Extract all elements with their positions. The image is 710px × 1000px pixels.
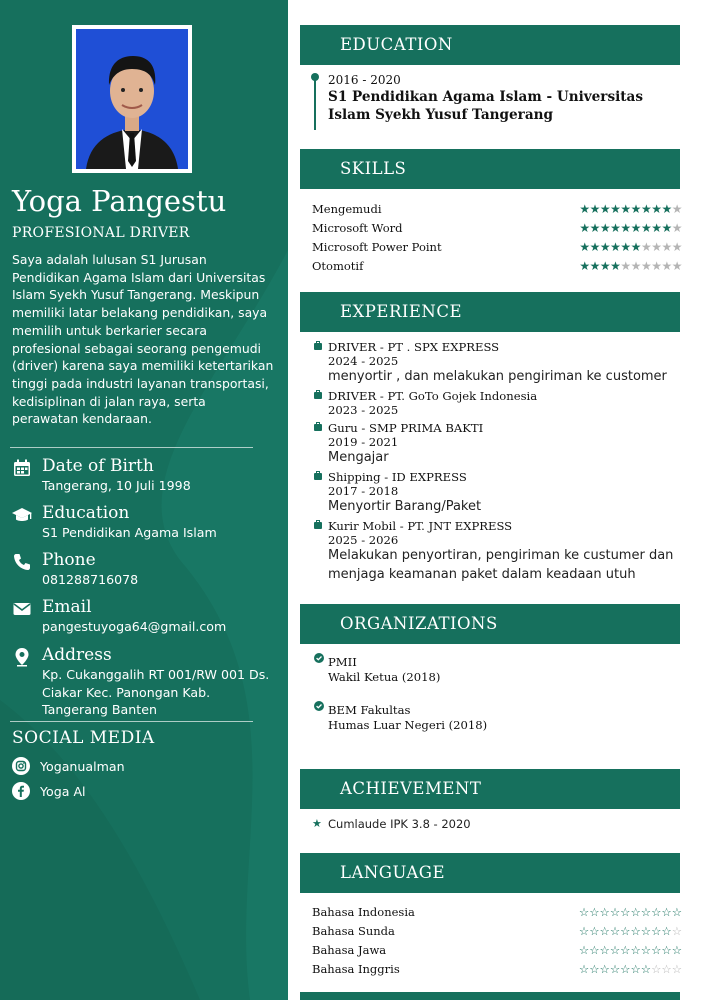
skill-rating-stars (579, 201, 682, 217)
star-empty-icon: ☆ (671, 962, 682, 976)
star-filled-icon: ★ (599, 202, 611, 216)
experience-title: Guru - SMP PRIMA BAKTI (328, 421, 484, 435)
about-text: Saya adalah lulusan S1 Jurusan Pendidikan Agama Islam dari Universitas Islam Syekh Yusuf Tangerang. Meskipun memiliki latar belakang pendidikan, saya memilih untuk berkarier secara profesional sebagai seorang pengemudi (driver) karena saya memiliki ketertarikan tinggi pada industri layanan transportasi, kedisiplinan di jalan raya, serta perawatan kendaraan. (12, 252, 274, 427)
info-label: Date of Birth (42, 456, 154, 476)
skill-name: Mengemudi (312, 202, 382, 216)
info-value: Kp. Cukanggalih RT 001/RW 001 Ds. Ciakar Kec. Panongan Kab. Tangerang Banten (42, 667, 270, 717)
star-filled-icon: ★ (640, 202, 652, 216)
star-filled-icon: ☆ (661, 905, 672, 919)
section-header-language (300, 853, 680, 893)
section-header-experience (300, 292, 680, 332)
experience-years: 2025 - 2026 (328, 533, 399, 547)
star-filled-icon: ★ (599, 221, 611, 235)
language-row (312, 904, 682, 922)
skill-name: Otomotif (312, 259, 364, 273)
section-header-next (300, 992, 680, 1000)
organization-role: Wakil Ketua (2018) (328, 670, 441, 684)
star-filled-icon: ★ (620, 221, 631, 235)
star-filled-icon: ★ (630, 240, 641, 254)
timeline-line (314, 78, 316, 130)
star-filled-icon: ☆ (620, 905, 631, 919)
star-filled-icon: ☆ (661, 924, 672, 938)
social-handle: Yoga Al (40, 784, 86, 799)
star-filled-icon: ☆ (640, 924, 652, 938)
star-filled-icon: ★ (630, 221, 641, 235)
star-filled-icon: ☆ (640, 905, 652, 919)
skill-rating-stars (579, 220, 682, 236)
star-filled-icon: ☆ (609, 962, 621, 976)
star-filled-icon: ★ (579, 221, 590, 235)
education-degree: S1 Pendidikan Agama Islam - Universitas Islam Syekh Yusuf Tangerang (328, 89, 644, 123)
star-filled-icon: ★ (599, 240, 611, 254)
section-title: LANGUAGE (340, 863, 446, 882)
language-row (312, 923, 682, 941)
envelope-icon (12, 599, 32, 619)
star-filled-icon: ☆ (661, 943, 672, 957)
briefcase-icon (314, 424, 322, 431)
star-filled-icon: ★ (661, 202, 672, 216)
briefcase-icon (314, 522, 322, 529)
candidate-name: Yoga Pangestu (12, 184, 227, 218)
star-empty-icon: ★ (620, 259, 631, 273)
section-title: ORGANIZATIONS (340, 614, 498, 633)
sidebar-divider (10, 721, 253, 722)
star-filled-icon: ★ (579, 202, 590, 216)
briefcase-icon (314, 343, 322, 350)
language-name: Bahasa Inggris (312, 962, 400, 976)
language-name: Bahasa Indonesia (312, 905, 415, 919)
star-filled-icon: ★ (661, 221, 672, 235)
social-media-title: SOCIAL MEDIA (12, 728, 155, 748)
star-filled-icon: ☆ (609, 924, 621, 938)
language-rating-stars (579, 904, 682, 920)
star-empty-icon: ★ (671, 259, 682, 273)
section-header-education (300, 25, 680, 65)
star-filled-icon: ☆ (589, 924, 600, 938)
info-label: Email (42, 597, 92, 617)
star-filled-icon: ☆ (609, 905, 621, 919)
section-header-organizations (300, 604, 680, 644)
profile-photo-image (76, 29, 188, 169)
star-filled-icon: ★ (589, 259, 600, 273)
experience-title: Kurir Mobil - PT. JNT EXPRESS (328, 519, 513, 533)
sidebar-divider (10, 447, 253, 448)
star-filled-icon: ★ (610, 202, 621, 216)
skill-row (312, 201, 682, 219)
star-empty-icon: ☆ (661, 962, 672, 976)
star-filled-icon: ★ (651, 221, 662, 235)
phone-icon (12, 552, 32, 572)
language-rating-stars (579, 961, 682, 977)
experience-years: 2017 - 2018 (328, 484, 399, 498)
experience-description: Melakukan penyortiran, pengiriman ke custumer dan menjaga keamanan paket dalam keadaan utuh (328, 548, 674, 582)
info-label: Address (42, 645, 112, 665)
star-empty-icon: ★ (640, 259, 652, 273)
star-filled-icon: ★ (599, 259, 611, 273)
graduation-cap-icon (12, 505, 32, 525)
star-filled-icon: ☆ (620, 962, 631, 976)
star-filled-icon: ☆ (651, 924, 662, 938)
star-empty-icon: ★ (671, 202, 682, 216)
achievement-text: Cumlaude IPK 3.8 - 2020 (328, 817, 471, 831)
star-filled-icon: ☆ (578, 943, 590, 957)
star-filled-icon: ☆ (630, 962, 641, 976)
calendar-icon (12, 458, 32, 478)
map-pin-icon (12, 647, 32, 667)
language-name: Bahasa Jawa (312, 943, 387, 957)
star-filled-icon: ☆ (630, 905, 641, 919)
language-row (312, 942, 682, 960)
star-empty-icon: ★ (671, 240, 682, 254)
skill-row (312, 220, 682, 238)
star-filled-icon: ★ (589, 202, 600, 216)
social-item-instagram[interactable] (12, 757, 272, 777)
education-years: 2016 - 2020 (328, 73, 401, 87)
info-label: Phone (42, 550, 96, 570)
language-rating-stars (579, 923, 682, 939)
experience-title: DRIVER - PT . SPX EXPRESS (328, 340, 500, 354)
experience-years: 2019 - 2021 (328, 435, 399, 449)
star-filled-icon: ☆ (578, 962, 590, 976)
check-circle-icon (314, 653, 324, 663)
star-empty-icon: ☆ (651, 962, 662, 976)
star-filled-icon: ★ (610, 221, 621, 235)
experience-description: Menyortir Barang/Paket (328, 499, 482, 514)
info-value: pangestuyoga64@gmail.com (42, 619, 227, 634)
section-title: EXPERIENCE (340, 302, 463, 321)
experience-years: 2024 - 2025 (328, 354, 399, 368)
star-filled-icon: ★ (579, 240, 590, 254)
check-circle-icon (314, 701, 324, 711)
social-handle: Yoganualman (40, 759, 125, 774)
star-filled-icon: ☆ (599, 905, 610, 919)
briefcase-icon (314, 392, 322, 399)
star-filled-icon: ☆ (589, 943, 600, 957)
section-title: SKILLS (340, 159, 407, 178)
star-filled-icon: ☆ (599, 943, 610, 957)
section-title: EDUCATION (340, 35, 453, 54)
experience-description: menyortir , dan melakukan pengiriman ke customer (328, 369, 667, 384)
star-filled-icon: ☆ (599, 962, 610, 976)
candidate-role: PROFESIONAL DRIVER (12, 225, 190, 241)
star-filled-icon: ☆ (651, 943, 662, 957)
star-filled-icon: ☆ (578, 905, 590, 919)
star-filled-icon: ☆ (640, 943, 652, 957)
profile-photo (72, 25, 192, 173)
skill-row (312, 258, 682, 276)
star-filled-icon: ☆ (671, 905, 682, 919)
organization-name: BEM Fakultas (328, 703, 411, 717)
star-filled-icon: ★ (630, 202, 641, 216)
skill-name: Microsoft Word (312, 221, 403, 235)
language-row (312, 961, 682, 979)
star-empty-icon: ★ (630, 259, 641, 273)
star-icon: ★ (312, 817, 322, 830)
star-filled-icon: ☆ (578, 924, 590, 938)
star-filled-icon: ☆ (630, 943, 641, 957)
star-empty-icon: ★ (671, 221, 682, 235)
info-value: S1 Pendidikan Agama Islam (42, 525, 217, 540)
info-value: 081288716078 (42, 572, 139, 587)
experience-years: 2023 - 2025 (328, 403, 399, 417)
star-empty-icon: ★ (651, 259, 662, 273)
star-filled-icon: ★ (620, 240, 631, 254)
main-content (288, 0, 710, 1000)
star-empty-icon: ★ (640, 240, 652, 254)
star-filled-icon: ★ (579, 259, 590, 273)
skill-name: Microsoft Power Point (312, 240, 442, 254)
star-filled-icon: ★ (651, 202, 662, 216)
star-filled-icon: ☆ (589, 905, 600, 919)
section-title: ACHIEVEMENT (340, 779, 482, 798)
star-empty-icon: ★ (661, 259, 672, 273)
star-filled-icon: ☆ (599, 924, 610, 938)
organization-name: PMII (328, 655, 357, 669)
experience-title: Shipping - ID EXPRESS (328, 470, 467, 484)
star-filled-icon: ☆ (630, 924, 641, 938)
star-empty-icon: ☆ (671, 924, 682, 938)
sidebar (0, 0, 288, 1000)
star-filled-icon: ☆ (609, 943, 621, 957)
star-filled-icon: ★ (610, 240, 621, 254)
star-filled-icon: ★ (610, 259, 621, 273)
star-filled-icon: ☆ (671, 943, 682, 957)
star-empty-icon: ★ (661, 240, 672, 254)
star-filled-icon: ★ (640, 221, 652, 235)
star-filled-icon: ★ (589, 240, 600, 254)
skill-row (312, 239, 682, 257)
star-filled-icon: ☆ (589, 962, 600, 976)
star-filled-icon: ☆ (651, 905, 662, 919)
organization-role: Humas Luar Negeri (2018) (328, 718, 488, 732)
star-filled-icon: ☆ (620, 943, 631, 957)
section-header-skills (300, 149, 680, 189)
star-empty-icon: ★ (651, 240, 662, 254)
experience-description: Mengajar (328, 450, 389, 465)
instagram-icon (12, 757, 30, 775)
language-rating-stars (579, 942, 682, 958)
star-filled-icon: ☆ (640, 962, 652, 976)
language-name: Bahasa Sunda (312, 924, 395, 938)
info-value: Tangerang, 10 Juli 1998 (42, 478, 191, 493)
section-header-achievement (300, 769, 680, 809)
skill-rating-stars (579, 258, 682, 274)
info-label: Education (42, 503, 130, 523)
experience-title: DRIVER - PT. GoTo Gojek Indonesia (328, 389, 538, 403)
briefcase-icon (314, 473, 322, 480)
star-filled-icon: ☆ (620, 924, 631, 938)
skill-rating-stars (579, 239, 682, 255)
star-filled-icon: ★ (620, 202, 631, 216)
facebook-icon (12, 782, 30, 800)
star-filled-icon: ★ (589, 221, 600, 235)
social-item-facebook[interactable] (12, 782, 272, 802)
